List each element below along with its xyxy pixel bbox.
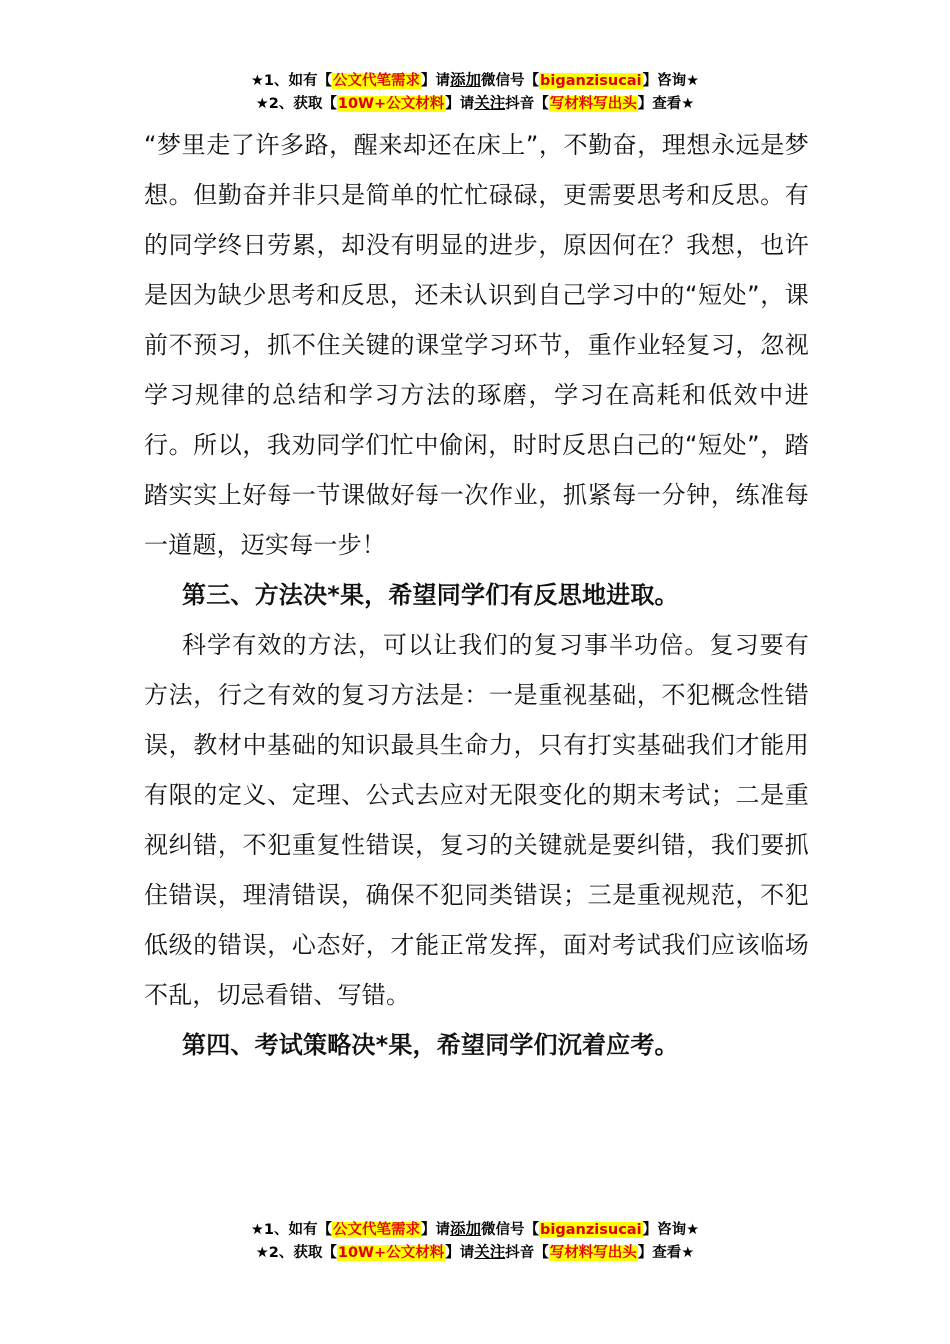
- banner-text: 抖音【: [505, 96, 549, 112]
- banner-highlight: 公文代笔需求: [333, 73, 420, 89]
- banner-text: ★1、如有【: [250, 1222, 332, 1238]
- banner-line-1: [0, 1218, 950, 1241]
- paragraph: 科学有效的方法，可以让我们的复习事半功倍。复习要有方法，行之有效的复习方法是：一是重视基础，不犯概念性错误，教材中基础的知识最具生命力，只有打实基础我们才能用有限的定义、定理、公式去应对无限变化的期末考试；二是重视纠错，不犯重复性错误，复习的关键就是要纠错，我们要抓住错误，理清错误，确保不犯同类错误；三是重视规范，不犯低级的错误，心态好，才能正常发挥，面对考试我们应该临场不乱，切忌看错、写错。: [144, 631, 809, 1009]
- banner-text: 】请: [445, 96, 475, 112]
- banner-text: 微信号【: [481, 73, 540, 89]
- banner-underline: 关注: [474, 94, 506, 112]
- document-body: [144, 120, 809, 1070]
- section-heading: 第三、方法决*果，希望同学们有反思地进取。: [182, 581, 679, 609]
- banner-text: 】咨询★: [642, 1222, 700, 1238]
- paragraph: “梦里走了许多路，醒来却还在床上”，不勤奋，理想永远是梦想。但勤奋并非只是简单的忙忙碌碌，更需要思考和反思。有的同学终日劳累，却没有明显的进步，原因何在？我想，也许是因为缺少思考和反思，还未认识到自己学习中的“短处”，课前不预习，抓不住关键的课堂学习环节，重作业轻复习，忽视学习规律的总结和学习方法的琢磨，学习在高耗和低效中进行。所以，我劝同学们忙中偷闲，时时反思白己的“短处”，踏踏实实上好每一节课做好每一次作业，抓紧每一分钟，练准每一道题，迈实每一步！: [144, 131, 809, 559]
- banner-text: ★1、如有【: [250, 73, 332, 89]
- banner-highlight: biganzisucai: [540, 73, 642, 89]
- banner-highlight: 公文代笔需求: [333, 1222, 420, 1238]
- banner-highlight: biganzisucai: [540, 1222, 642, 1238]
- banner-line-2: [0, 1241, 950, 1264]
- section-heading: 第四、考试策略决*果，希望同学们沉着应考。: [182, 1031, 679, 1059]
- banner-text: 】查看★: [637, 1245, 695, 1261]
- banner-underline: 添加: [450, 1220, 482, 1238]
- banner-highlight: 10W+公文材料: [337, 1245, 445, 1261]
- banner-text: ★2、获取【: [255, 96, 337, 112]
- banner-highlight: 写材料写出头: [549, 1245, 637, 1261]
- banner-highlight: 10W+公文材料: [337, 96, 445, 112]
- banner-text: 】请: [421, 73, 450, 89]
- banner-underline: 关注: [474, 1243, 506, 1261]
- banner-line-1: [0, 69, 950, 92]
- banner-text: 】咨询★: [642, 73, 700, 89]
- footer-banner: [0, 1218, 950, 1264]
- banner-text: 】请: [421, 1222, 450, 1238]
- banner-line-2: [0, 92, 950, 115]
- banner-text: ★2、获取【: [255, 1245, 337, 1261]
- banner-highlight: 写材料写出头: [549, 96, 637, 112]
- banner-underline: 添加: [450, 71, 482, 89]
- header-banner: [0, 69, 950, 115]
- banner-text: 微信号【: [481, 1222, 540, 1238]
- banner-text: 抖音【: [505, 1245, 549, 1261]
- banner-text: 】查看★: [637, 96, 695, 112]
- banner-text: 】请: [445, 1245, 475, 1261]
